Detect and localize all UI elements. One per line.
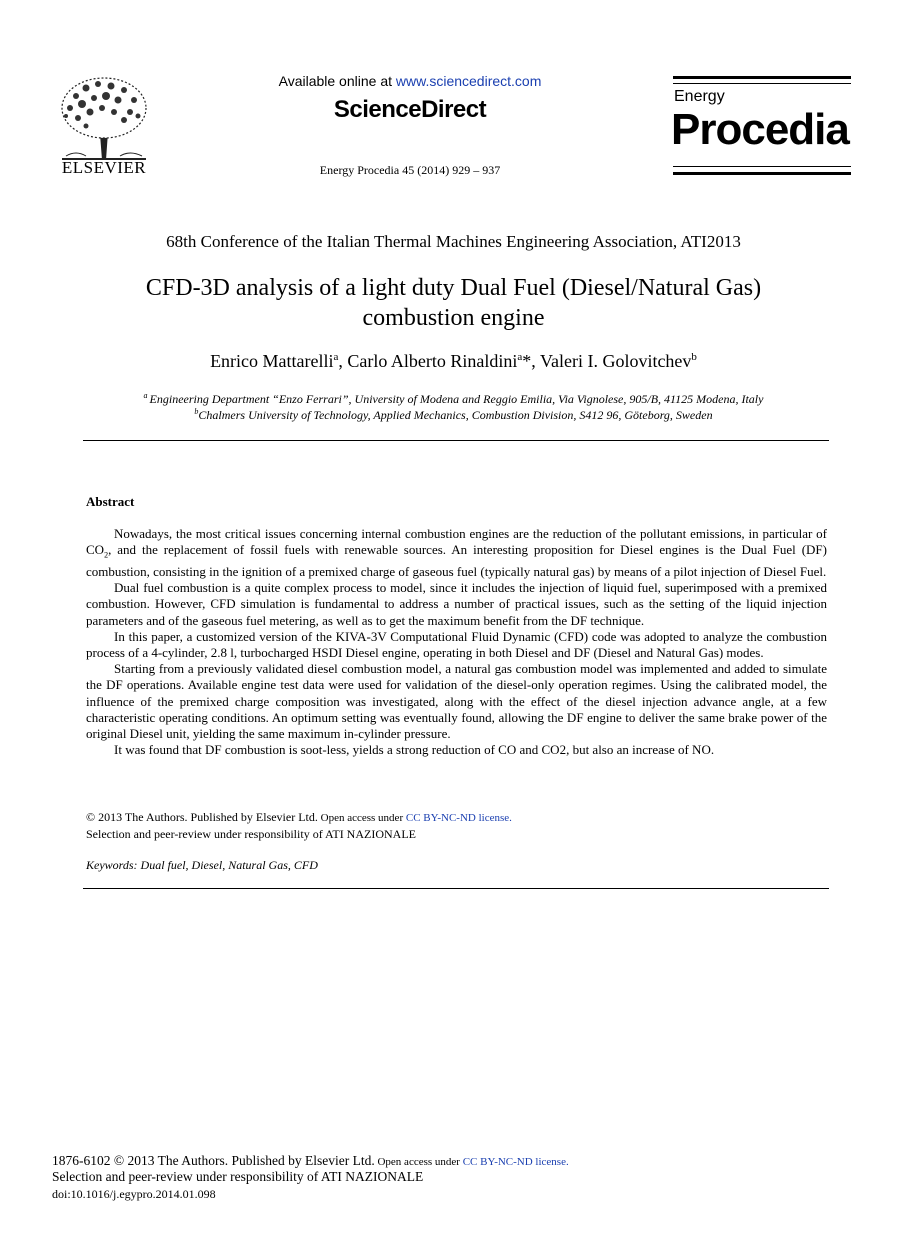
author-name: Valeri I. Golovitchev bbox=[539, 351, 692, 371]
author-affil-mark: a bbox=[517, 351, 523, 363]
abstract-paragraph-4: Starting from a previously validated diesel combustion model, a natural gas combustion model was implemented and added to simulate the DF operations. Available engine test data were used for validation of the diesel-only operation regimes. Using the calibrated model, the influence of the premixed charge composition was investigated, along with the effect of the diesel injection advance angle, at a few characteristic operating conditions. An optimum setting was eventually found, allowing the DF engine to deliver the same brake power of the original Diesel unit, yielding the same maximum in-cylinder pressure. bbox=[86, 661, 827, 742]
author-name: Enrico Mattarelli bbox=[210, 351, 334, 371]
paper-title bbox=[80, 273, 827, 333]
abstract-text: Nowadays, the most critical issues concerning internal combustion engines are the reduction of the pollutant emissions, in particular of CO bbox=[86, 526, 827, 558]
footer-copyright bbox=[52, 1153, 569, 1169]
abstract-paragraph-2: Dual fuel combustion is a quite complex process to model, since it includes the injection of liquid fuel, superimposed with a premixed combustion. However, CFD simulation is fundamental to address a number of practical issues, such as the setting of the liquid injection parameters and of the gaseous fuel metering, as well as to get the maximum benefit from the DF technique. bbox=[86, 580, 827, 628]
divider-bottom bbox=[83, 888, 829, 889]
copyright-text: © 2013 The Authors. Published by Elsevier Ltd. bbox=[86, 810, 318, 824]
affiliation-text: Engineering Department “Enzo Ferrari”, University of Modena and Reggio Emilia, Via Vignolese, 905/B, 41125 Modena, Italy bbox=[149, 392, 764, 406]
author-list bbox=[60, 351, 847, 372]
divider-top bbox=[83, 440, 829, 441]
journal-logo-rule-top-thin bbox=[673, 83, 851, 84]
footer-peer-review: Selection and peer-review under responsibility of ATI NAZIONALE bbox=[52, 1169, 424, 1184]
journal-logo-energy: Energy bbox=[674, 88, 725, 105]
affiliation-text: Chalmers University of Technology, Applied Mechanics, Combustion Division, S412 96, Göteborg, Sweden bbox=[198, 408, 713, 422]
abstract-paragraph-1 bbox=[86, 526, 827, 580]
elsevier-logo-text: ELSEVIER bbox=[61, 158, 147, 177]
affiliation-b bbox=[60, 407, 847, 423]
footer-license-link[interactable]: CC BY-NC-ND license. bbox=[462, 1156, 569, 1168]
affiliation-mark: a bbox=[143, 391, 150, 400]
available-online bbox=[200, 73, 620, 89]
subscript: 2 bbox=[104, 550, 109, 560]
license-link[interactable]: CC BY-NC-ND license. bbox=[405, 812, 512, 824]
abstract-paragraph-3: In this paper, a customized version of the KIVA-3V Computational Fluid Dynamic (CFD) code was adopted to analyze the combustion process of a 4-cylinder, 2.8 l, turbocharged HSDI Diesel engine, operating in both Diesel and DF (Diesel and Natural Gas) modes. bbox=[86, 628, 827, 661]
journal-logo-rule-bottom-thin bbox=[673, 166, 851, 167]
peer-review-line: Selection and peer-review under responsibility of ATI NAZIONALE bbox=[86, 827, 416, 841]
affiliation-a bbox=[60, 391, 847, 407]
abstract-heading: Abstract bbox=[86, 494, 135, 509]
paper-title-line1: CFD-3D analysis of a light duty Dual Fuel (Diesel/Natural Gas) bbox=[145, 275, 762, 301]
journal-logo-rule-bottom bbox=[673, 172, 851, 175]
author-name: Carlo Alberto Rinaldini bbox=[347, 351, 518, 371]
abstract-paragraph-5: It was found that DF combustion is soot-less, yields a strong reduction of CO and CO2, but also an increase of NO. bbox=[114, 742, 715, 758]
author-affil-mark: a bbox=[333, 351, 339, 363]
journal-logo-procedia: Procedia bbox=[671, 105, 849, 154]
sciencedirect-link[interactable]: www.sciencedirect.com bbox=[395, 73, 542, 89]
journal-logo-rule-top bbox=[673, 76, 851, 79]
conference-name: 68th Conference of the Italian Thermal Machines Engineering Association, ATI2013 bbox=[166, 232, 741, 251]
abstract-text: , and the replacement of fossil fuels with renewable sources. An interesting proposition for Diesel engines is the Dual Fuel (DF) combustion, consisting in the ignition of a premixed charge of gaseous fuel (typically natural gas) by means of a pilot injection of Diesel Fuel. bbox=[86, 542, 827, 579]
abstract-body bbox=[86, 526, 827, 758]
journal-reference: Energy Procedia 45 (2014) 929 – 937 bbox=[319, 163, 501, 177]
author-separator: , bbox=[338, 351, 348, 371]
author-affil-mark: b bbox=[691, 351, 697, 363]
author-separator: , bbox=[531, 351, 540, 371]
paper-title-line2: combustion engine bbox=[362, 305, 545, 331]
available-prefix: Available online at bbox=[278, 73, 396, 89]
open-access-text: Open access under bbox=[317, 812, 406, 824]
copyright-line bbox=[86, 810, 512, 825]
footer-open-access: Open access under bbox=[374, 1156, 463, 1168]
corresponding-author-mark: * bbox=[522, 351, 532, 371]
keywords: Keywords: Dual fuel, Diesel, Natural Gas, CFD bbox=[86, 858, 318, 872]
affiliation-mark: b bbox=[194, 407, 199, 416]
footer-copyright-text: 1876-6102 © 2013 The Authors. Published by Elsevier Ltd. bbox=[52, 1153, 375, 1168]
footer-doi[interactable]: doi:10.1016/j.egypro.2014.01.098 bbox=[52, 1187, 216, 1201]
sciencedirect-logo: ScienceDirect bbox=[333, 96, 487, 123]
